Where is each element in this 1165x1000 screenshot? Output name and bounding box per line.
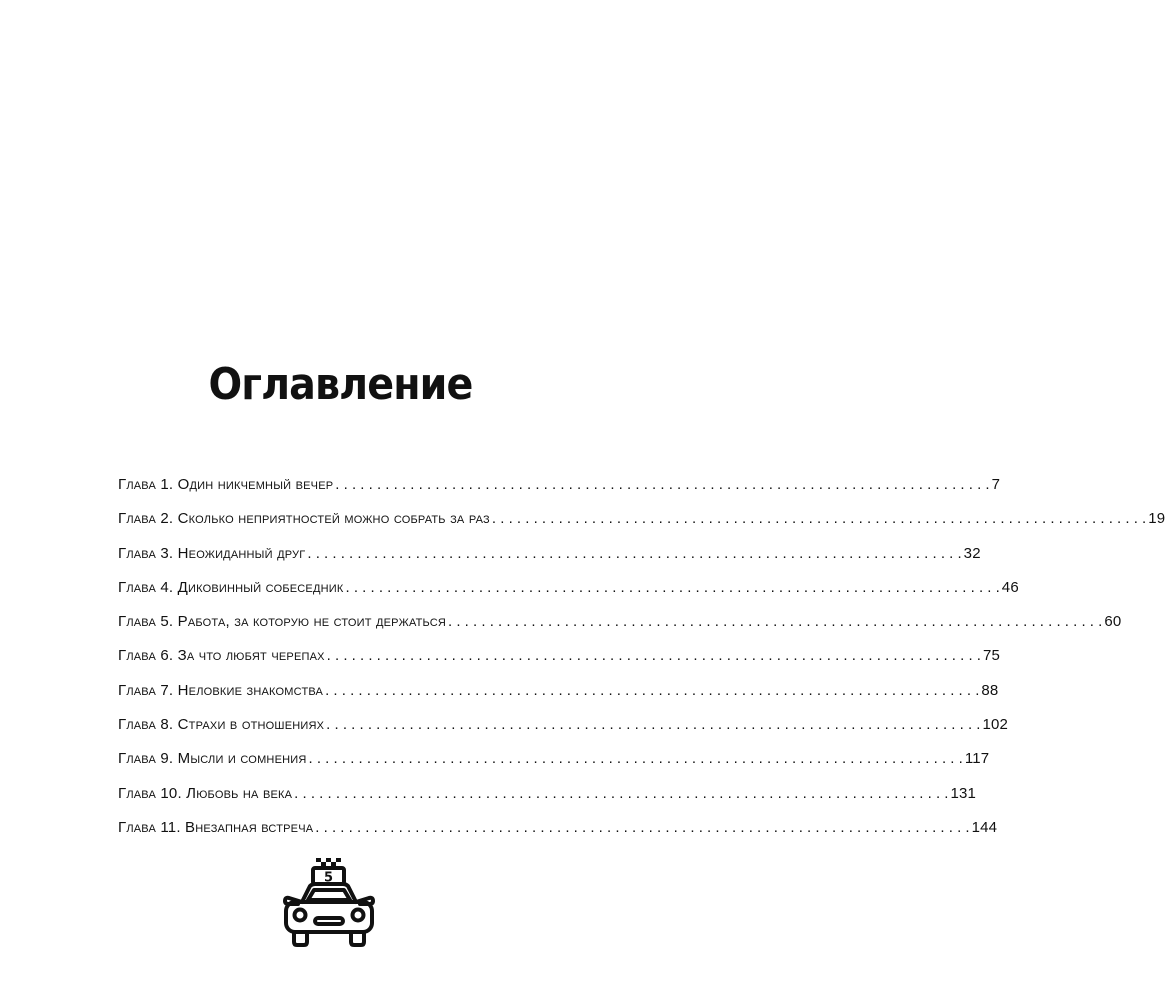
- toc-dot-leader: [326, 716, 980, 733]
- toc-dot-leader: [309, 750, 963, 767]
- toc-chapter-title: Глава 4. Диковинный собеседник: [118, 578, 344, 596]
- toc-chapter-title: Глава 1. Один никчемный вечер: [118, 476, 334, 493]
- toc-entry: [118, 681, 999, 716]
- toc-entry: [118, 476, 1001, 510]
- toc-chapter-title: Глава 10. Любовь на века: [118, 784, 293, 802]
- toc-entry: [118, 716, 1009, 750]
- page-title: Оглавление: [208, 359, 473, 411]
- toc-chapter-title: Глава 8. Страхи в отношениях: [118, 716, 325, 734]
- toc-chapter-title: Глава 7. Неловкие знакомства: [118, 681, 324, 699]
- toc-entry: [118, 578, 1019, 613]
- toc-entry: [118, 613, 1122, 647]
- roof-sign-number: 5: [323, 870, 334, 886]
- toc-page-number: 131: [950, 784, 977, 802]
- toc-page-number: 19: [1148, 510, 1165, 528]
- toc-page-number: 88: [981, 681, 999, 699]
- toc-page-number: 46: [1001, 578, 1019, 596]
- toc-chapter-title: Глава 2. Сколько неприятностей можно собрать за раз: [118, 510, 490, 528]
- toc-chapter-title: Глава 11. Внезапная встреча: [118, 818, 314, 836]
- toc-page-number: 75: [982, 647, 1001, 665]
- toc-entry: [118, 510, 1165, 544]
- toc-dot-leader: [307, 545, 961, 562]
- toc-chapter-title: Глава 9. Мысли и сомнения: [118, 750, 307, 768]
- toc-dot-leader: [325, 682, 979, 699]
- toc-dot-leader: [294, 785, 948, 802]
- toc-dot-leader: [335, 476, 989, 493]
- toc-page-number: 102: [982, 716, 1009, 734]
- grille: [315, 918, 343, 924]
- windshield: [308, 890, 350, 900]
- toc-entry: [118, 544, 981, 579]
- toc-entry: [118, 784, 977, 819]
- toc-dot-leader: [345, 579, 999, 596]
- toc-entry: [118, 750, 990, 784]
- toc-page-number: 32: [963, 544, 981, 562]
- right-headlight: [353, 910, 364, 921]
- toc-dot-leader: [315, 819, 969, 836]
- left-headlight: [295, 910, 306, 921]
- taxi-icon: [278, 856, 380, 948]
- toc-entry: [118, 647, 1001, 681]
- toc-page-number: 60: [1104, 613, 1122, 631]
- toc-chapter-title: Глава 6. За что любят черепах: [118, 647, 325, 665]
- toc-dot-leader: [327, 647, 981, 664]
- toc-page-number: 144: [971, 818, 998, 836]
- toc-dot-leader: [448, 613, 1102, 630]
- table-of-contents: [118, 476, 1165, 853]
- toc-page-number: 117: [964, 750, 990, 768]
- toc-page-number: 7: [991, 476, 1001, 493]
- toc-entry: [118, 818, 998, 853]
- toc-dot-leader: [492, 510, 1146, 527]
- checker-pattern: [316, 858, 341, 866]
- toc-chapter-title: Глава 5. Работа, за которую не стоит держаться: [118, 613, 447, 631]
- toc-chapter-title: Глава 3. Неожиданный друг: [118, 544, 306, 562]
